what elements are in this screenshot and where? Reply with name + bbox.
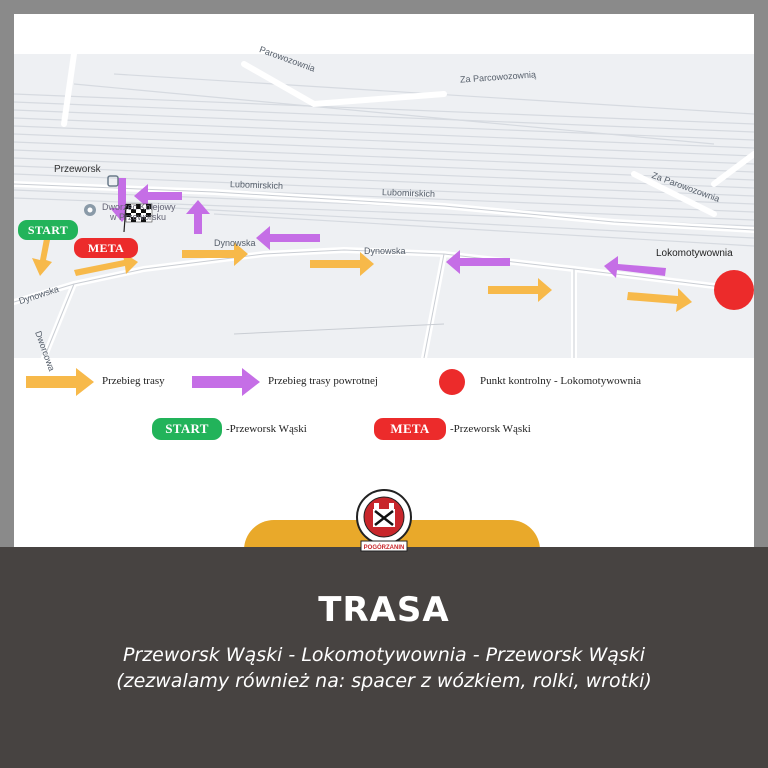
subtitle-line2: (zezwalamy również na: spacer z wózkiem, rolki, wrotki) [116, 670, 652, 692]
station-label: Przeworsk [54, 164, 101, 175]
legend-meta-text: -Przeworsk Wąski [450, 423, 531, 435]
page-title: TRASA [318, 590, 450, 630]
street-label: Lubomirskich [381, 187, 436, 199]
checkpoint-label: Lokomotywownia [656, 248, 733, 259]
legend-meta-badge: META [374, 418, 446, 440]
logo [355, 487, 413, 555]
legend-return-arrow [192, 368, 260, 396]
meta-badge: META [74, 238, 138, 258]
street-label: Dynowska [364, 246, 406, 256]
return-arrow [256, 226, 320, 250]
legend-start-badge: START [152, 418, 222, 440]
station-poi-line2: w Przeworsku [110, 212, 167, 222]
legend-checkpoint-text: Punkt kontrolny - Lokomotywownia [480, 375, 642, 387]
station-poi-line1: Dworzec Kolejowy [102, 202, 176, 212]
legend-start-text: -Przeworsk Wąski [226, 423, 307, 435]
legend-checkpoint-dot [439, 369, 465, 395]
street-label: Lubomirskich [229, 179, 284, 191]
street-label: Parowozownia [258, 44, 317, 74]
route-arrow [488, 278, 552, 302]
legend-route-text: Przebieg trasy [102, 375, 165, 387]
logo-name: POGÓRZANIN [363, 545, 405, 551]
route-map[interactable] [14, 44, 754, 373]
route-arrow [627, 288, 692, 312]
checkpoint-marker [714, 270, 754, 310]
street-label: Za Parcowozownią [459, 69, 537, 85]
street-label: Dworcowa [33, 329, 57, 373]
legend-route-arrow [26, 368, 94, 396]
subtitle-line1: Przeworsk Wąski - Lokomotywownia - Przeworsk Wąski [122, 644, 646, 666]
legend-return-text: Przebieg trasy powrotnej [268, 375, 378, 387]
street-label: Za Parowozownia [650, 170, 722, 204]
start-badge: START [18, 220, 78, 240]
route-card [14, 14, 754, 554]
street-label: Dynowska [17, 283, 61, 307]
street-label: Dynowska [214, 238, 256, 248]
